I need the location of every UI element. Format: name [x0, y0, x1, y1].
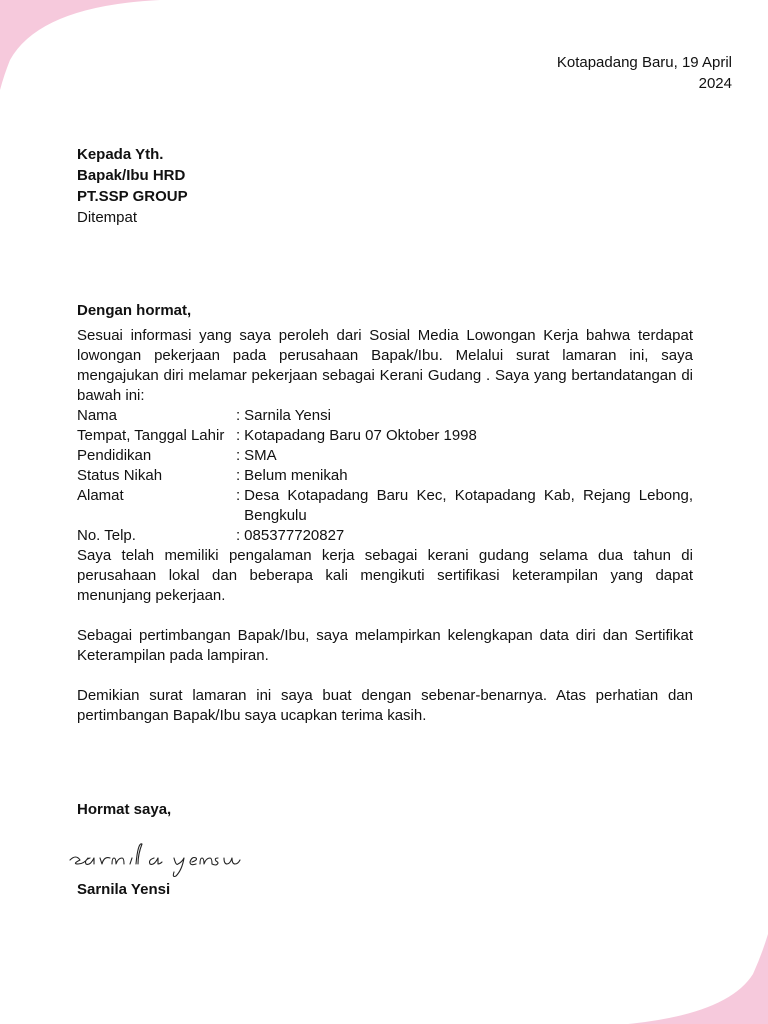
detail-value: Desa Kotapadang Baru Kec, Kotapadang Kab, Rejang Lebong, Bengkulu — [244, 487, 693, 524]
salutation: Dengan hormat, — [77, 302, 192, 319]
detail-row-pendidikan — [77, 446, 693, 466]
recipient-line1: Kepada Yth. — [77, 146, 164, 163]
recipient-block — [77, 144, 188, 228]
place-date — [512, 52, 732, 94]
corner-decoration-bottom-right — [628, 934, 768, 1024]
place-date-line2: 2024 — [698, 75, 732, 92]
intro-paragraph: Sesuai informasi yang saya peroleh dari Sosial Media Lowongan Kerja bahwa terdapat lowongan pekerjaan pada perusahaan Bapak/Ibu. Melalui surat lamaran ini, saya mengajukan diri melamar pekerjaan sebagai Kerani Gudang . Saya yang bertandatangan di bawah ini: — [77, 327, 693, 404]
experience-paragraph: Saya telah memiliki pengalaman kerja sebagai kerani gudang selama dua tahun di perusahaan lokal dan beberapa kali mengikuti sertifikasi keterampilan yang dapat menunjang pekerjaan. — [77, 547, 693, 604]
detail-colon: : — [236, 427, 241, 444]
signer-name: Sarnila Yensi — [77, 881, 171, 898]
detail-value: Kotapadang Baru 07 Oktober 1998 — [244, 427, 477, 444]
detail-row-alamat — [77, 486, 693, 526]
detail-label: Pendidikan — [77, 447, 152, 464]
detail-value: SMA — [244, 447, 277, 464]
detail-value: Sarnila Yensi — [244, 407, 331, 424]
detail-label: Alamat — [77, 487, 124, 504]
corner-decoration-top-left — [0, 0, 160, 90]
closing-paragraph: Demikian surat lamaran ini saya buat dengan sebenar-benarnya. Atas perhatian dan pertimbangan Bapak/Ibu saya ucapkan terima kasih. — [77, 687, 693, 724]
recipient-line2: Bapak/Ibu HRD — [77, 167, 186, 184]
detail-colon: : — [236, 467, 241, 484]
letter-body — [77, 301, 693, 726]
detail-value: 085377720827 — [244, 527, 345, 544]
recipient-line4: Ditempat — [77, 209, 138, 226]
detail-label: Status Nikah — [77, 467, 163, 484]
detail-label: No. Telp. — [77, 527, 136, 544]
detail-value: Belum menikah — [244, 467, 348, 484]
applicant-details — [77, 406, 693, 546]
closing-phrase: Hormat saya, — [77, 801, 172, 818]
detail-label: Tempat, Tanggal Lahir — [77, 427, 225, 444]
detail-colon: : — [236, 407, 241, 424]
detail-row-status — [77, 466, 693, 486]
detail-colon: : — [236, 487, 241, 504]
detail-colon: : — [236, 447, 241, 464]
recipient-line3: PT.SSP GROUP — [77, 188, 188, 205]
detail-colon: : — [236, 527, 241, 544]
detail-label: Nama — [77, 407, 118, 424]
handwritten-signature — [66, 836, 266, 880]
detail-row-ttl — [77, 426, 693, 446]
detail-row-telp — [77, 526, 693, 546]
attachments-paragraph: Sebagai pertimbangan Bapak/Ibu, saya melampirkan kelengkapan data diri dan Sertifikat Keterampilan pada lampiran. — [77, 627, 693, 664]
detail-row-nama — [77, 406, 693, 426]
place-date-line1: Kotapadang Baru, 19 April — [556, 54, 732, 71]
